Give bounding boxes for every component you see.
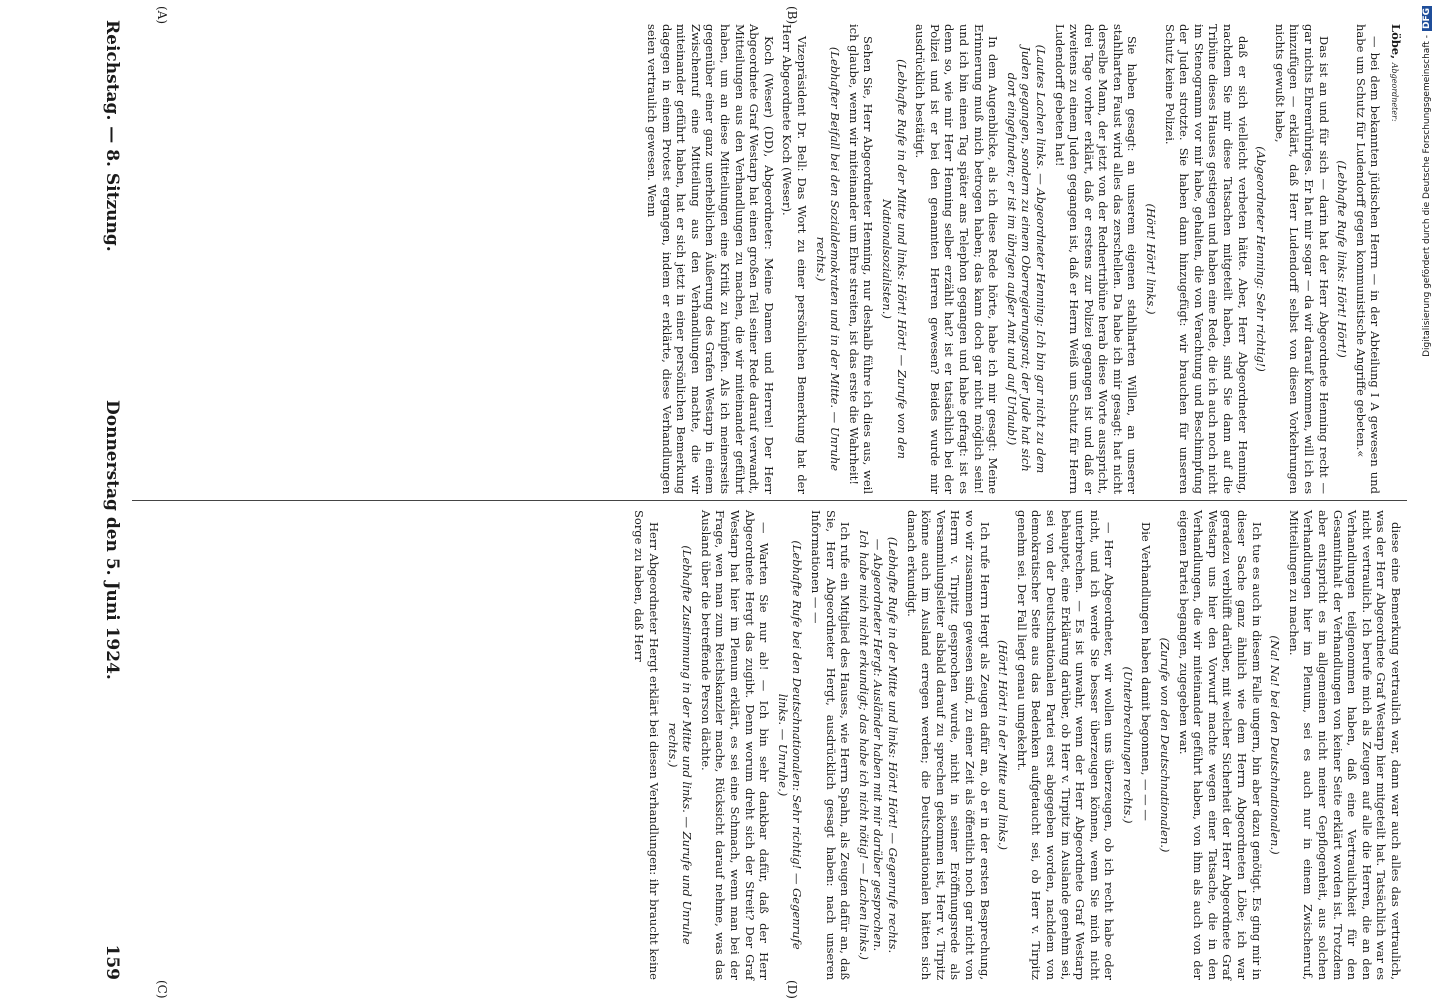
paragraph: Das ist an und für sich — darin hat der Herr Abgeordnete Henning recht — gar nichts Ehrenrühriges. Er hat mir sogar — da wir darauf kommen, will ich es hinzufügen — erklärt, daß Herr Ludendorff selbst von diesen Vorkehrungen nichts gewußt habe, — [1272, 24, 1331, 494]
paragraph: Koch (Weser) (DD), Abgeordneter: Meine Damen und Herren! Der Herr Abgeordnete Graf Westarp hat einen großen Teil seiner Rede darauf verwandt, Mitteilungen aus den Verhandlungen zu machen, die wir miteinander geführt haben, um an diese Mitteilungen eine Kritik zu knüpfen. Als ich meinerseits gegenüber einer ganz unerheblichen Äußerung des Grafen Westarp in einem Zwischenruf eine Mitteilung aus den Verhandlungen machte, die wir miteinander geführt haben, hat er sich jetzt in einer persönlichen Bemerkung dagegen in einem Protest ergangen, indem er erklärte, diese Verhandlungen seien vertraulich gewesen. Wenn — [645, 24, 776, 494]
paragraph: — Herr Abgeordneter, wir wollen uns überzeugen, ob ich recht habe oder nicht, und ich werde Sie besser überzeugen können, wenn Sie mich nicht unterbrechen. — Es ist unwahr, wenn der Herr Abgeordnete Graf Westarp behauptet, eine Erklärung darüber, ob Herr v. Tirpitz im Auslande genehm sei, sei von der Deutschnationalen Partei erst abgegeben worden, nachdem von demokratischer Seite aus das Bedenken aufgetaucht sei, ob Herr v. Tirpitz genehm sei. Der Fall liegt genau umgekehrt. — [1014, 510, 1117, 980]
interjection: (Zurufe von den Deutschnationalen.) — [1158, 637, 1173, 853]
paragraph: Sehen Sie, Herr Abgeordneter Henning, nur deshalb führe ich dies aus, weil ich glaube, wenn wir miteinander um Ehre streiten, ist das erste die Wahrheit! — [846, 24, 876, 494]
header-left: Reichstag. — 8. Sitzung. — [102, 20, 122, 252]
interjection: (Lebhafte Rufe bei den Deutschnationalen: Sehr richtig! — Gegenrufe links. — Unruhe.) — [775, 540, 805, 950]
interjection: (Hört! Hört! links.) — [1144, 203, 1159, 315]
margin-mark-b: (B) — [785, 6, 799, 25]
paragraph: Die Verhandlungen haben damit begonnen, — — — — [1139, 522, 1154, 821]
interjection: (Lebhafte Zustimmung in der Mitte und links. — Zurufe und Unruhe rechts.) — [665, 545, 695, 945]
header-date: Donnerstag den 5. Juni 1924. — [102, 400, 122, 680]
paragraph: diese eine Bemerkung vertraulich war, dann war auch alles das vertraulich, was der Herr Abgeordnete Graf Westarp hier mitgeteilt hat. Tatsächlich war es nicht vertraulich. Ich berufe mich als Zeugen auf alle die Herren, die an den Verhandlungen teilgenommen haben, daß eine Vertraulichkeit für den Gesamtinhalt der Verhandlungen von keiner Seite erklärt worden ist. Trotzdem aber entspricht es im allgemeinen nicht meiner Gepflogenheit, aus solchen Verhandlungen hier im Plenum, sei es auch nur in einem Zwischenruf, Mitteilungen zu machen. — [1286, 510, 1403, 980]
paragraph: Vizepräsident Dr. Bell: Das Wort zu einer persönlichen Bemerkung hat der Herr Abgeordnete Koch (Weser). — [780, 24, 810, 494]
paragraph: Ich rufe Herrn Hergt als Zeugen dafür an, ob er in der ersten Besprechung, wo wir zusammen gewesen sind, zu einer Zeit als öffentlich noch gar nicht von Herrn v. Tirpitz gesprochen wurde, nicht in seiner Eröffnungsrede als Versammlungsleiter alsbald darauf zu sprechen gekommen ist, Herr v. Tirpitz könne auch im Ausland erregen werden; die Deutschnationalen hätten sich danach erkundigt. — [904, 510, 992, 980]
paragraph: — Warten Sie nur ab! — Ich bin sehr dankbar dafür, daß der Herr Abgeordnete Hergt das zugibt. Denn worum dreht sich der Streit? Der Graf Westarp hat hier im Plenum erklärt, es sei eine Schmach, wenn man bei der Frage, wen man zum Reichskanzler mache, Rücksicht darauf nehme, was das Ausland über die betreffende Person dächte. — [698, 510, 772, 980]
interjection: (Lebhafte Rufe in der Mitte und links: Hört! Hört! — Zurufe von den Nationalsozialisten.) — [880, 59, 909, 459]
speaker-heading — [1386, 24, 1403, 494]
paragraph: In dem Augenblicke, als ich diese Rede hörte, habe ich mir gesagt: Meine Erinnerung muß mich betrogen haben; das kann doch gar nicht möglich sein! und ich bin einen Tag später ans Telephon gegangen und habe gefragt: ist es denn so, wie mir Herr Henning selber erzählt hat? ist er tatsächlich bei der Polizei und ist er bei den genannten Herren gewesen? Beides wurde mir ausdrücklich bestätigt. — [913, 24, 1001, 494]
margin-mark-c: (C) — [155, 980, 169, 999]
interjection: (Lautes Lachen links. — Abgeordneter Henning: Ich bin gar nicht zu dem Juden gegangen, sondern zu einem Oberregierungsrat; der Jude hat sich dort eingefunden; er ist im übrigen außer Amt und auf Urlaub!) — [1004, 44, 1048, 474]
digitization-credit — [1418, 6, 1434, 706]
dfg-logo: DFG — [1422, 8, 1432, 30]
paragraph: — bei dem bekannten jüdischen Herrn — in der Abteilung I A gewesen und habe um Schutz für Ludendorff gegen kommunistische Angriffe gebeten.« — [1353, 24, 1383, 494]
paragraph: Ich tue es auch in diesem Falle ungern, bin aber dazu genötigt. Es ging mir in dieser Sache ganz ähnlich wie dem Herrn Abgeordneten Löbe; ich war geradezu verblüfft darüber, mit welcher Sicherheit der Herr Abgeordnete Graf Westarp uns hier den Vorwurf machte wegen einer Tatsache, die in den Verhandlungen, die wir miteinander geführt haben, von ihm als auch von der eigenen Partei begangen, zugegeben war. — [1176, 510, 1264, 980]
paragraph: daß er sich vielleicht verbeten hätte. Aber, Herr Abgeordneter Henning, nachdem Sie mir diese Tatsachen mitgeteilt haben, sind Sie dann auf die Tribüne dieses Hauses gestiegen und haben eine Rede, die ich auch noch nicht im Stenogramm vor mir habe, gehalten, die von Verachtung und Beschimpfung der Juden strotzte. Sie haben dann hinzugefügt: wir brauchen für unseren Schutz keine Polizei. — [1162, 24, 1250, 494]
document-page — [87, 0, 1417, 1000]
paragraph: Ich rufe ein Mitglied des Hauses, wie Herrn Spahn, als Zeugen dafür an, daß Sie, Herr Abgeordneter Hergt, ausdrücklich gesagt haben: nach unseren Informationen — — — [809, 510, 853, 980]
interjection: (Abgeordneter Henning: Sehr richtig!) — [1254, 146, 1269, 372]
margin-mark-d: (D) — [785, 980, 799, 999]
right-column — [628, 510, 1403, 980]
speaker-name: Löbe, — [1389, 24, 1403, 60]
margin-mark-a: (A) — [155, 6, 169, 25]
paragraph: Sie haben gesagt: an unserem eigenen stahlharten Willen, an unserer stahlharten Faust wird alles das zerschellen. Da habe ich mir gesagt: hat nicht derselbe Mann, der jetzt von der Rednertribüne herab diese Worte ausspricht, drei Tage vorher erklärt, daß er erstens zur Polizei gegangen ist und daß er zweitens zu einem Juden gegangen ist, daß er Herrn Weiß um Schutz für Herrn Ludendorff gebeten hat! — [1052, 24, 1140, 494]
interjection: (Lebhafte Rufe links: Hört! Hört!) — [1335, 160, 1350, 358]
page-number: 159 — [102, 944, 122, 980]
interjection: (Hört! Hört! in der Mitte und links.) — [996, 639, 1011, 850]
interjection: (Lebhafte Rufe in der Mitte und links: Hört! Hört! — Gegenrufe rechts. — Abgeordneter Hergt: Ausländer haben mit mir darüber gesprochen. Ich habe mich nicht erkundigt; das habe ich nicht nötig! — Lachen links.) — [856, 530, 900, 960]
left-column — [641, 24, 1404, 494]
column-divider — [132, 500, 1407, 501]
interjection: (Unterbrechungen rechts.) — [1120, 666, 1135, 824]
interjection: (Lebhafter Beifall bei den Sozialdemokraten und in der Mitte. — Unruhe rechts.) — [813, 46, 843, 472]
credit-text: Digitalisierung gefördert durch die Deutsche Forschungsgemeinschaft - — [1422, 35, 1432, 357]
page-header — [92, 20, 122, 980]
interjection: (Na! Na! bei den Deutschnationalen.) — [1268, 635, 1283, 855]
paragraph: Herr Abgeordneter Hergt erklärt bei diesen Verhandlungen: ihr braucht keine Sorge zu haben, daß Herr — [632, 510, 662, 980]
speaker-role: Abgeordneter: — [1390, 62, 1399, 122]
